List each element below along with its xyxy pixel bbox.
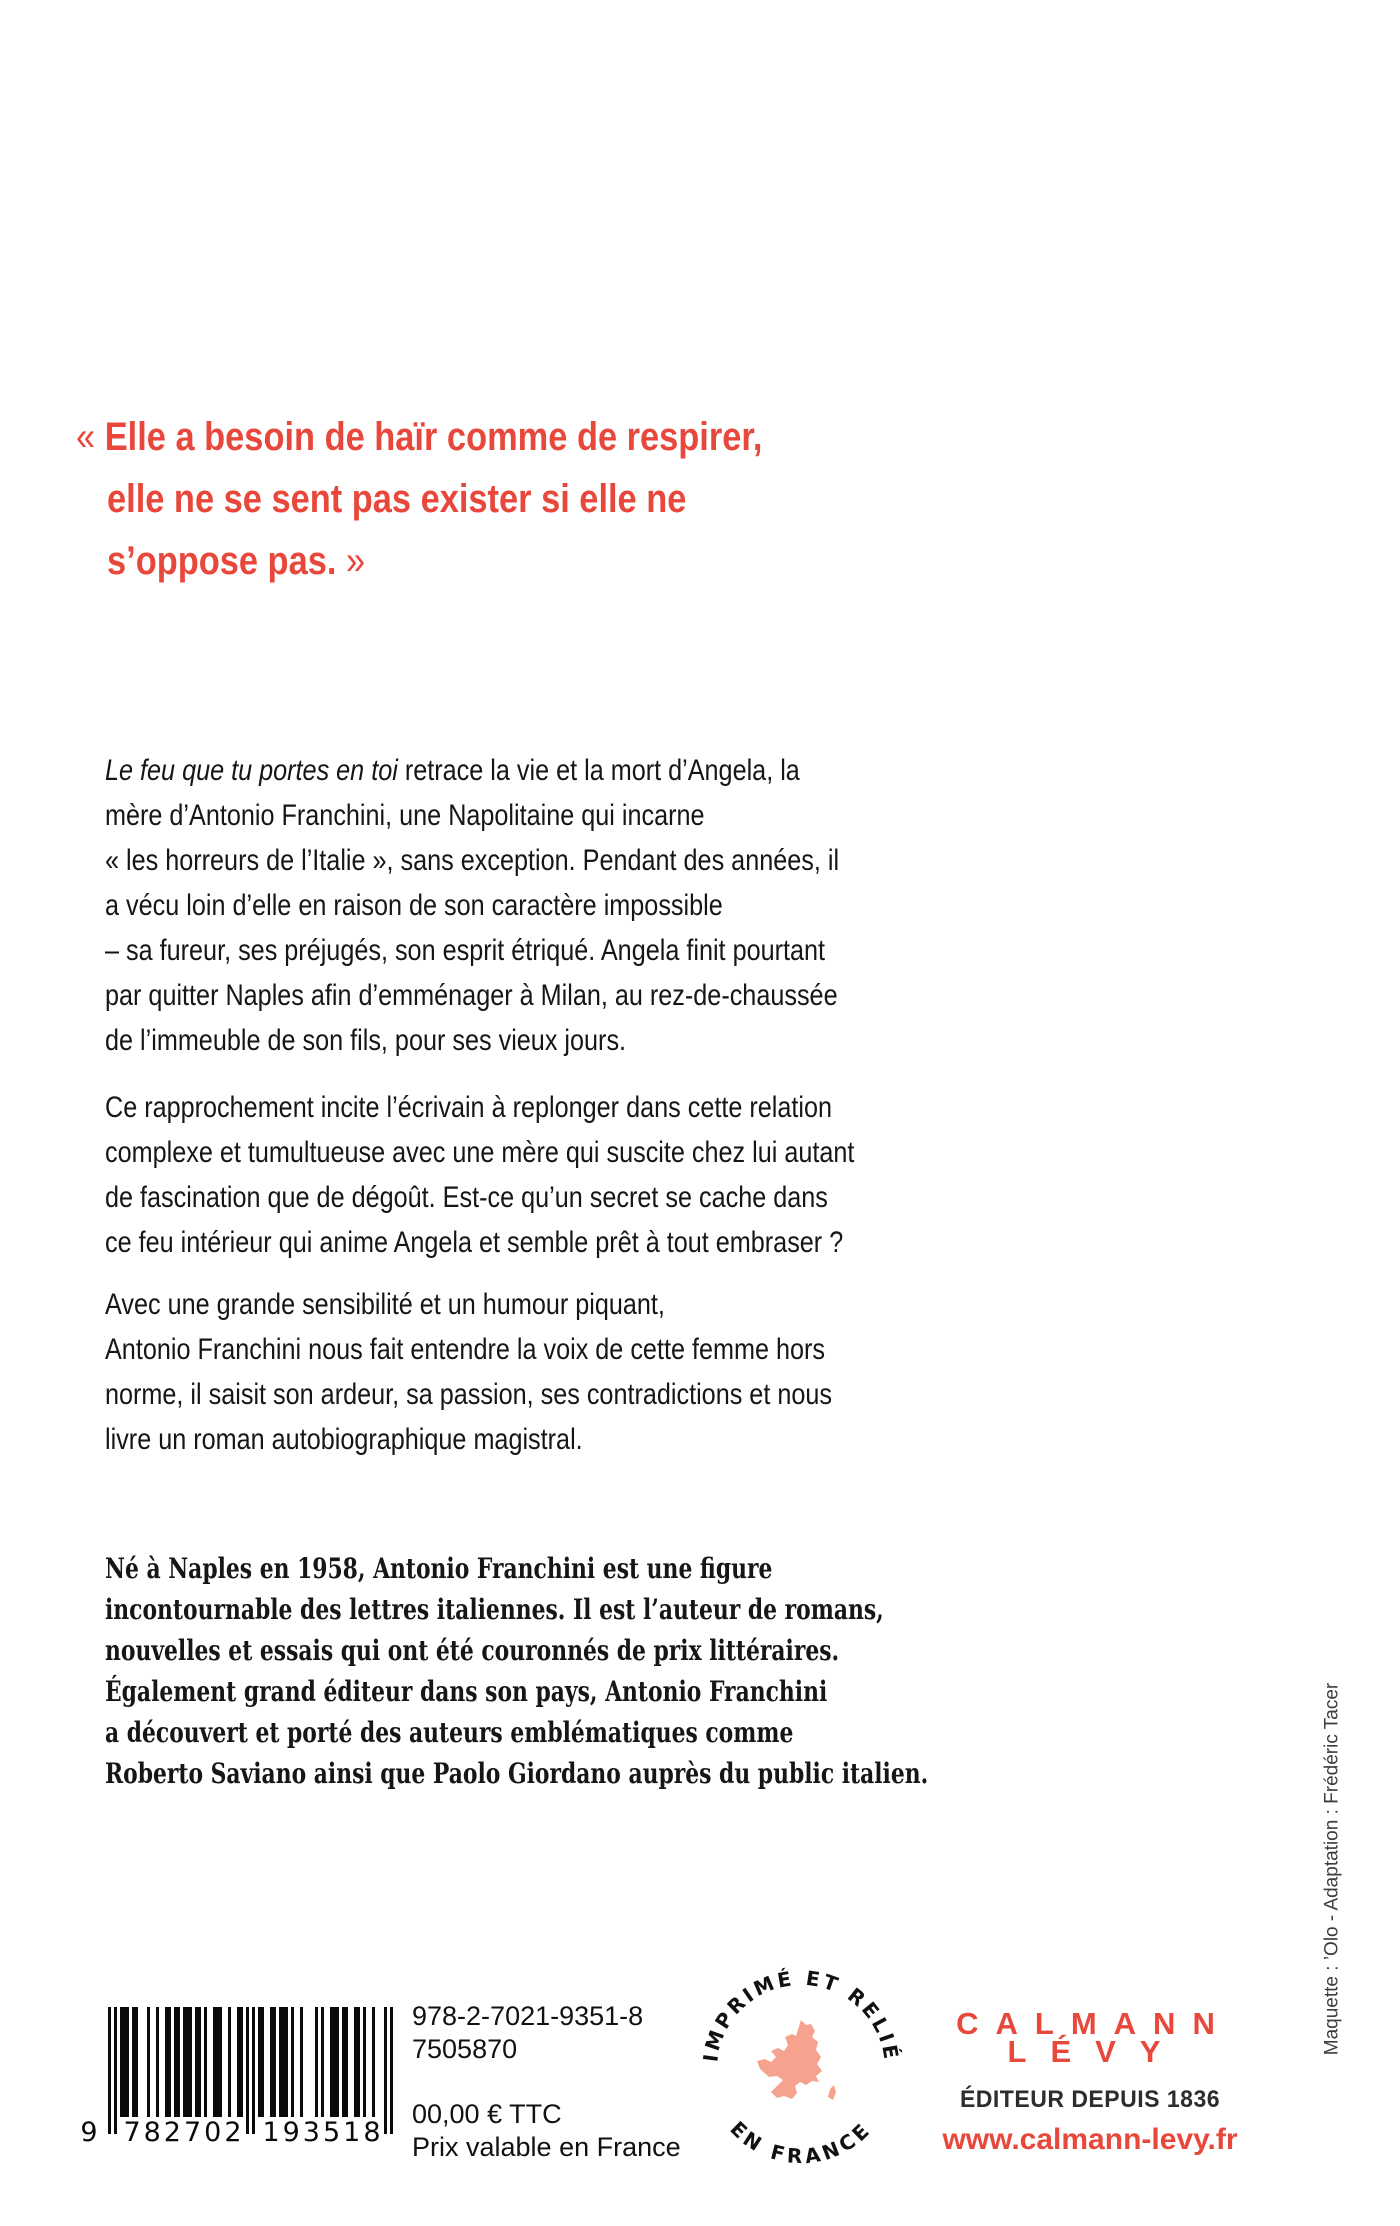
text-line: norme, il saisit son ardeur, sa passion, ses contradictions et nous <box>105 1378 832 1411</box>
synopsis-line: Le feu que tu portes en toi retrace la vie et la mort d’Angela, la <box>105 754 800 787</box>
barcode-bar <box>291 2007 294 2117</box>
barcode-bar <box>228 2007 231 2117</box>
text-line: Également grand éditeur dans son pays, Antonio Franchini <box>105 1675 828 1708</box>
text-line: ce feu intérieur qui anime Angela et semble prêt à tout embraser ? <box>105 1226 844 1259</box>
book-title-italic: Le feu que tu portes en toi <box>105 754 398 787</box>
barcode-digit-group2: 193518 <box>262 2117 384 2148</box>
text-line: « les horreurs de l’Italie », sans exception. Pendant des années, il <box>105 844 840 877</box>
barcode-bar <box>189 2007 192 2117</box>
publisher-website: www.calmann-levy.fr <box>942 2123 1238 2156</box>
publisher-logo <box>935 2006 1245 2157</box>
stamp-arc-bottom-text: EN FRANCE <box>725 2116 877 2169</box>
barcode-bar <box>246 2007 249 2134</box>
synopsis-lines <box>105 793 839 1063</box>
quote-close-mark: » <box>336 539 366 583</box>
barcode-bar <box>273 2007 276 2117</box>
barcode-digit-first: 9 <box>80 2117 98 2148</box>
barcode-bar <box>204 2007 207 2117</box>
stamp-arc-top-text: IMPRIMÉ ET RELIÉ <box>698 1965 904 2064</box>
pull-quote-line: s’oppose pas. » <box>107 539 366 583</box>
barcode-bar <box>156 2007 159 2117</box>
product-ref: 7505870 <box>412 2034 518 2064</box>
publisher-name-line1: CALMANN <box>956 2006 1232 2041</box>
isbn-block <box>412 2000 643 2066</box>
synopsis-paragraph-3 <box>105 1282 832 1462</box>
barcode-bar <box>177 2007 180 2117</box>
text-line: incontournable des lettres italiennes. Il est l’auteur de romans, <box>105 1593 884 1626</box>
quote-open-mark: « <box>76 415 105 459</box>
text-line: de l’immeuble de son fils, pour ses vieux jours. <box>105 1024 627 1057</box>
pull-quote-line: « Elle a besoin de haïr comme de respirer, <box>76 415 763 459</box>
price: 00,00 € TTC <box>412 2099 562 2129</box>
barcode-bar <box>126 2007 129 2117</box>
barcode <box>80 2007 393 2157</box>
text-line: Antonio Franchini nous fait entendre la voix de cette femme hors <box>105 1333 825 1366</box>
svg-text:EN FRANCE <box>725 2116 876 2168</box>
barcode-bar <box>135 2007 138 2117</box>
text-line: Avec une grande sensibilité et un humour piquant, <box>105 1288 665 1321</box>
barcode-bar <box>219 2007 222 2117</box>
barcode-bar <box>198 2007 201 2117</box>
barcode-bar <box>363 2007 366 2117</box>
pull-quote <box>76 406 763 592</box>
text-line: Roberto Saviano ainsi que Paolo Giordano auprès du public italien. <box>105 1757 929 1790</box>
text-line: livre un roman autobiographique magistral. <box>105 1423 583 1456</box>
barcode-bar <box>261 2007 264 2117</box>
pull-quote-line: elle ne se sent pas exister si elle ne <box>107 477 687 521</box>
made-in-france-stamp <box>694 1962 909 2177</box>
barcode-bar <box>168 2007 171 2117</box>
barcode-digit-group1: 782702 <box>123 2117 245 2148</box>
text-line: a vécu loin d’elle en raison de son caractère impossible <box>105 889 723 922</box>
synopsis-paragraph-1 <box>105 748 839 1063</box>
publisher-name-line2: LÉVY <box>1007 2034 1185 2069</box>
text-line: complexe et tumultueuse avec une mère qui suscite chez lui autant <box>105 1136 855 1169</box>
text-line: a découvert et porté des auteurs emblématiques comme <box>105 1716 794 1749</box>
design-credits: Maquette : ’Olo - Adaptation : Frédéric Tacer <box>1321 1682 1343 2056</box>
price-note: Prix valable en France <box>412 2132 681 2162</box>
barcode-bar <box>300 2007 303 2117</box>
text-line: Né à Naples en 1958, Antonio Franchini est une figure <box>105 1552 773 1585</box>
barcode-bar <box>372 2007 375 2117</box>
isbn: 978-2-7021-9351-8 <box>412 2001 644 2031</box>
text-line: – sa fureur, ses préjugés, son esprit étriqué. Angela finit pourtant <box>105 934 826 967</box>
barcode-bar <box>108 2007 111 2134</box>
text-line: Ce rapprochement incite l’écrivain à replonger dans cette relation <box>105 1091 833 1124</box>
text-line: mère d’Antonio Franchini, une Napolitaine qui incarne <box>105 799 705 832</box>
barcode-bar <box>357 2007 360 2117</box>
text-line: nouvelles et essais qui ont été couronnés de prix littéraires. <box>105 1634 840 1667</box>
barcode-bar <box>315 2007 318 2117</box>
barcode-bar <box>252 2007 255 2134</box>
author-bio <box>105 1548 928 1794</box>
france-map-icon <box>757 2020 836 2100</box>
publisher-tagline: ÉDITEUR DEPUIS 1836 <box>959 2086 1221 2113</box>
barcode-bar <box>114 2007 117 2134</box>
barcode-bar <box>321 2007 324 2117</box>
text-line: de fascination que de dégoût. Est-ce qu’un secret se cache dans <box>105 1181 828 1214</box>
barcode-bar <box>240 2007 243 2117</box>
barcode-bar <box>285 2007 288 2117</box>
text-line: par quitter Naples afin d’emménager à Milan, au rez-de-chaussée <box>105 979 838 1012</box>
synopsis-paragraph-2 <box>105 1085 854 1265</box>
barcode-bar <box>384 2007 387 2134</box>
barcode-bar <box>345 2007 348 2117</box>
barcode-bar <box>390 2007 393 2134</box>
barcode-bar <box>336 2007 339 2117</box>
barcode-bar <box>147 2007 150 2117</box>
